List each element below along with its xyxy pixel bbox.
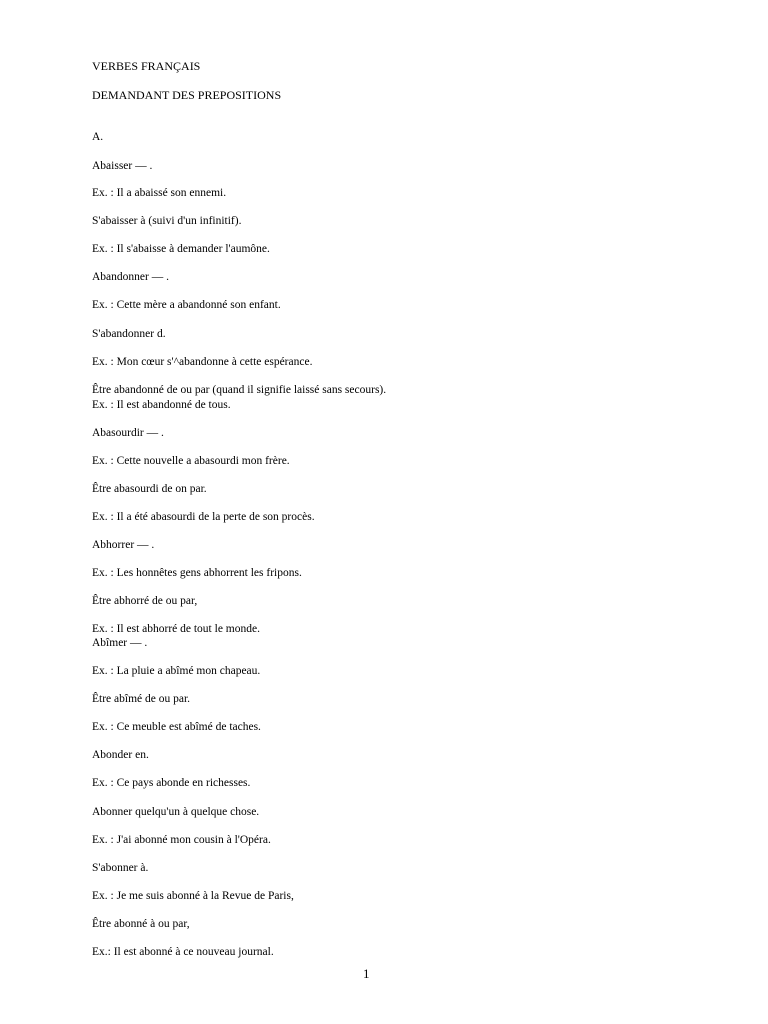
verb-entry: Abhorrer — . — [92, 539, 155, 551]
section-heading: A. — [92, 131, 104, 143]
verb-entry: Être abhorré de ou par, — [92, 595, 198, 607]
page-number: 1 — [363, 966, 370, 981]
example-line: Ex. : Cette nouvelle a abasourdi mon frère. — [92, 455, 290, 467]
verb-entry: Être abandonné de ou par (quand il signifie laissé sans secours). — [92, 384, 387, 396]
example-line: Ex. : Mon cœur s'^abandonne à cette espérance. — [92, 356, 313, 368]
verb-entry: Abîmer — . — [92, 637, 148, 649]
example-line: Ex. : Il a abaissé son ennemi. — [92, 187, 227, 199]
example-line: Ex. : J'ai abonné mon cousin à l'Opéra. — [92, 834, 271, 846]
verb-entry: Être abonné à ou par, — [92, 918, 190, 930]
verb-entry: S'abandonner d. — [92, 328, 166, 340]
verb-entry: S'abonner à. — [92, 862, 149, 874]
verb-entry: Abonner quelqu'un à quelque chose. — [92, 806, 260, 818]
example-line: Ex. : Il est abandonné de tous. — [92, 399, 231, 411]
verb-entry: Abasourdir — . — [92, 427, 164, 439]
example-line: Ex. : Il s'abaisse à demander l'aumône. — [92, 243, 270, 255]
example-line: Ex. : Les honnêtes gens abhorrent les fripons. — [92, 567, 302, 579]
example-line: Ex. : Je me suis abonné à la Revue de Paris, — [92, 890, 294, 902]
verb-entry: Être abasourdi de on par. — [92, 483, 207, 495]
example-line: Ex.: Il est abonné à ce nouveau journal. — [92, 946, 274, 958]
verb-entry: Abandonner — . — [92, 271, 169, 283]
example-line: Ex. : La pluie a abîmé mon chapeau. — [92, 665, 261, 677]
example-line: Ex. : Ce meuble est abîmé de taches. — [92, 721, 261, 733]
example-line: Ex. : Cette mère a abandonné son enfant. — [92, 299, 281, 311]
example-line: Ex. : Il est abhorré de tout le monde. — [92, 623, 260, 635]
verb-entry: Abonder en. — [92, 749, 149, 761]
example-line: Ex. : Il a été abasourdi de la perte de son procès. — [92, 511, 315, 523]
document-title: VERBES FRANÇAIS — [92, 59, 201, 73]
document-subtitle: DEMANDANT DES PREPOSITIONS — [92, 88, 282, 102]
verb-entry: S'abaisser à (suivi d'un infinitif). — [92, 215, 242, 227]
example-line: Ex. : Ce pays abonde en richesses. — [92, 777, 251, 789]
verb-entry: Abaisser — . — [92, 160, 153, 172]
verb-entry: Être abîmé de ou par. — [92, 693, 191, 705]
